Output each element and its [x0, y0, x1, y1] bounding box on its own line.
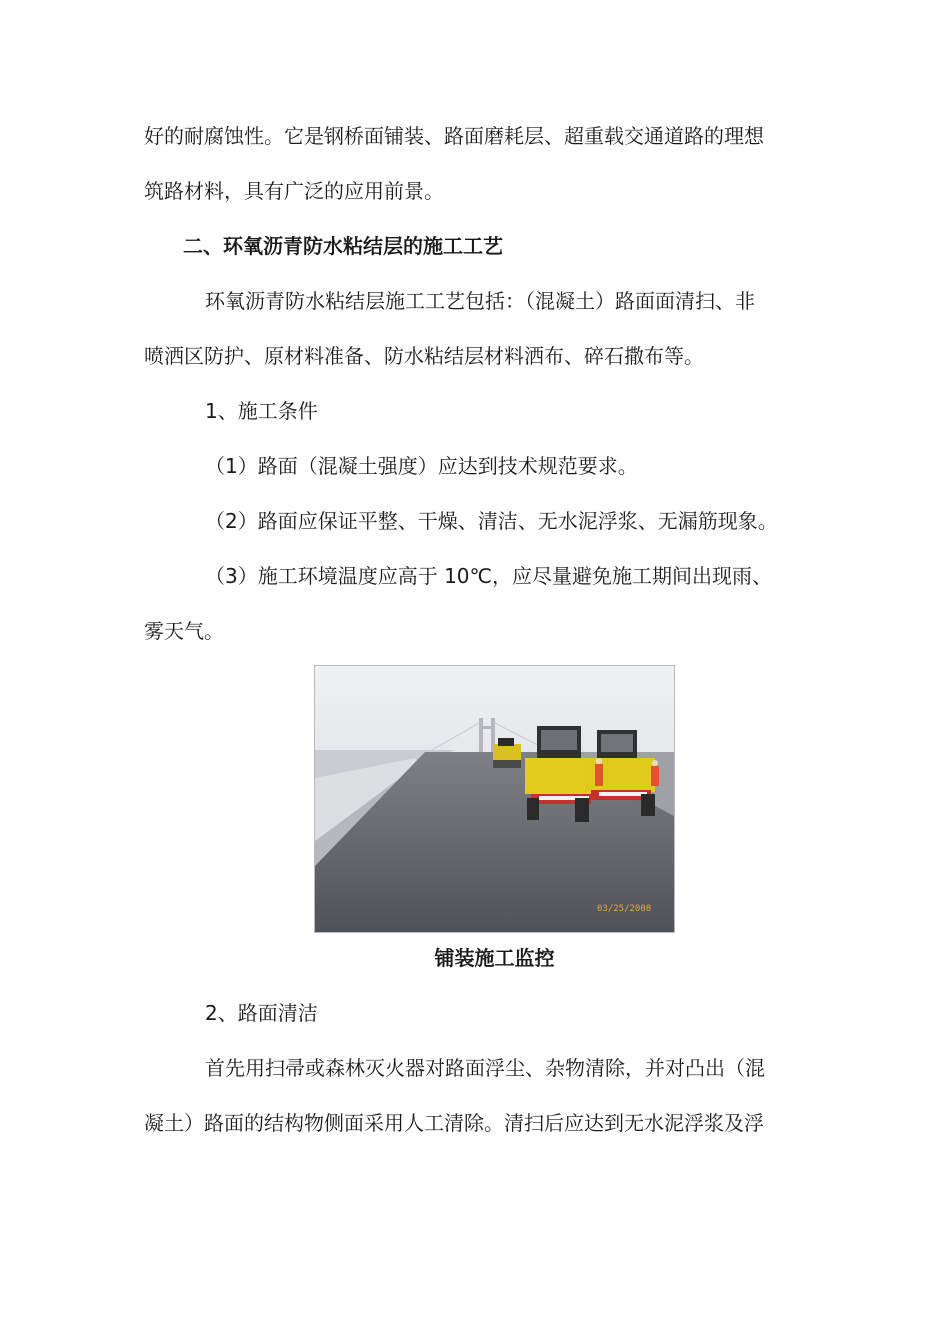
list-item: （3）施工环境温度应高于 10℃，应尽量避免施工期间出现雨、 — [205, 564, 772, 588]
subsection-heading: 2、路面清洁 — [205, 1001, 318, 1025]
body-text-line: 好的耐腐蚀性。它是钢桥面铺装、路面磨耗层、超重载交通道路的理想 — [144, 124, 764, 148]
subsection-heading: 1、施工条件 — [205, 399, 318, 423]
body-text-line: 首先用扫帚或森林灭火器对路面浮尘、杂物清除，并对凸出（混 — [205, 1056, 765, 1080]
figure-caption: 铺装施工监控 — [434, 946, 555, 970]
list-item: （2）路面应保证平整、干燥、清洁、无水泥浮浆、无漏筋现象。 — [205, 509, 778, 533]
date-stamp: 03/25/2008 — [597, 904, 652, 914]
list-item: （1）路面（混凝土强度）应达到技术规范要求。 — [205, 454, 638, 478]
body-text-line: 雾天气。 — [144, 619, 224, 643]
body-text-line: 筑路材料，具有广泛的应用前景。 — [144, 179, 444, 203]
body-text-line: 凝土）路面的结构物侧面采用人工清除。清扫后应达到无水泥浮浆及浮 — [144, 1111, 764, 1135]
body-text-line: 环氧沥青防水粘结层施工工艺包括：（混凝土）路面面清扫、非 — [205, 289, 755, 313]
section-heading: 二、环氧沥青防水粘结层的施工工艺 — [183, 234, 503, 258]
body-text-line: 喷洒区防护、原材料准备、防水粘结层材料洒布、碎石撒布等。 — [144, 344, 704, 368]
construction-photo — [314, 665, 675, 933]
